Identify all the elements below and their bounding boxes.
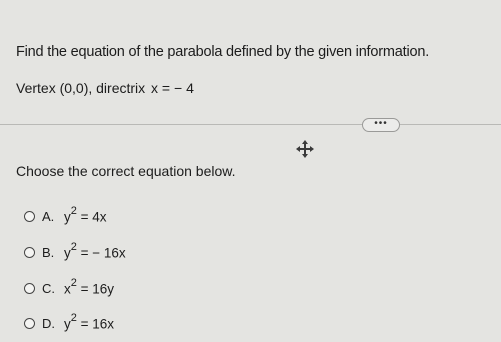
choice-equation: $y^2 = 16x$ [64, 312, 115, 332]
given-prefix: Vertex (0,0), directrix [16, 80, 146, 96]
choice-a[interactable] [24, 205, 107, 227]
directrix-equation: x = − 4 [151, 80, 194, 96]
given-information [16, 80, 194, 96]
radio-button-d[interactable] [24, 318, 35, 329]
radio-button-b[interactable] [24, 247, 35, 258]
choice-letter: A. [42, 208, 55, 224]
more-options-button[interactable]: ••• [362, 118, 400, 132]
radio-button-a[interactable] [24, 211, 35, 222]
radio-button-c[interactable] [24, 283, 35, 294]
choice-letter: C. [42, 280, 55, 296]
choice-equation: $x^2 = 16y$ [64, 277, 115, 297]
choice-equation: $y^2$ = − 16x [64, 241, 126, 261]
choice-c[interactable] [24, 277, 114, 299]
choice-letter: D. [42, 315, 55, 331]
choice-letter: B. [42, 244, 55, 260]
choice-equation: $y^2 = 4x$ [64, 205, 107, 225]
prompt-text: Choose the correct equation below. [16, 163, 236, 179]
move-icon[interactable] [296, 140, 314, 158]
choice-b[interactable] [24, 241, 126, 263]
question-instruction: Find the equation of the parabola defined by the given information. [16, 44, 430, 60]
section-divider [0, 124, 501, 125]
choice-d[interactable] [24, 312, 114, 334]
